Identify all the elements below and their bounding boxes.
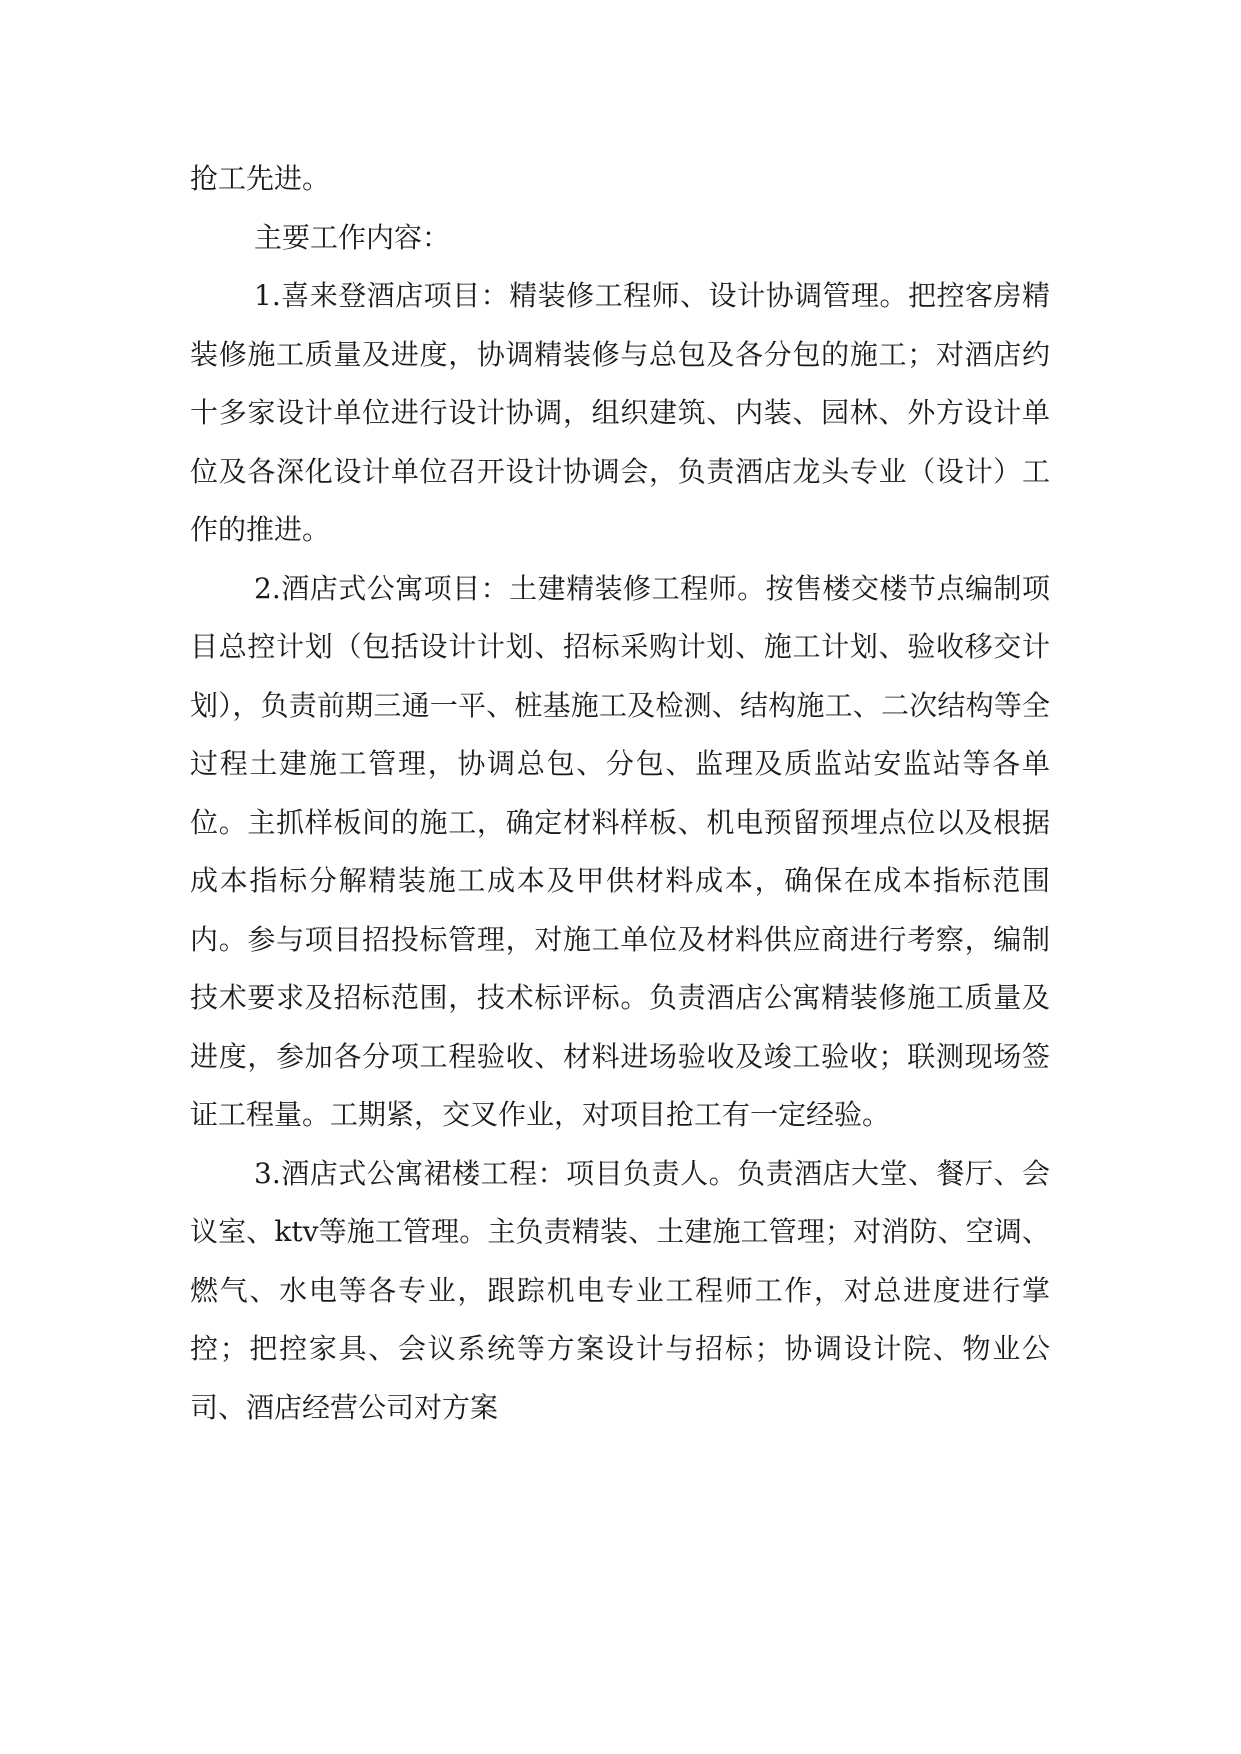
section-heading-main-work: 主要工作内容：	[254, 220, 451, 254]
paragraph-item-2: 2.酒店式公寓项目：土建精装修工程师。按售楼交楼节点编制项目总控计划（包括设计计划、招标采购计划、施工计划、验收移交计划），负责前期三通一平、桩基施工及检测、结构施工、二次结构等全过程土建施工管理，协调总包、分包、监理及质监站安监站等各单位。主抓样板间的施工，确定材料样板、机电预留预埋点位以及根据成本指标分解精装施工成本及甲供材料成本，确保在成本指标范围内。参与项目招投标管理，对施工单位及材料供应商进行考察，编制技术要求及招标范围，技术标评标。负责酒店公寓精装修施工质量及进度，参加各分项工程验收、材料进场验收及竣工验收；联测现场签证工程量。工期紧，交叉作业，对项目抢工有一定经验。	[190, 571, 1050, 1131]
paragraph-item-1: 1.喜来登酒店项目：精装修工程师、设计协调管理。把控客房精装修施工质量及进度，协调精装修与总包及各分包的施工；对酒店约十多家设计单位进行设计协调，组织建筑、内装、园林、外方设计单位及各深化设计单位召开设计协调会，负责酒店龙头专业（设计）工作的推进。	[190, 279, 1050, 546]
paragraph-continuation: 抢工先进。	[190, 162, 331, 195]
paragraph-item-3: 3.酒店式公寓裙楼工程：项目负责人。负责酒店大堂、餐厅、会议室、ktv等施工管理。主负责精装、土建施工管理；对消防、空调、燃气、水电等各专业，跟踪机电专业工程师工作，对总进度进行掌控；把控家具、会议系统等方案设计与招标；协调设计院、物业公司、酒店经营公司对方案	[190, 1156, 1050, 1424]
document-body	[190, 150, 1050, 1437]
